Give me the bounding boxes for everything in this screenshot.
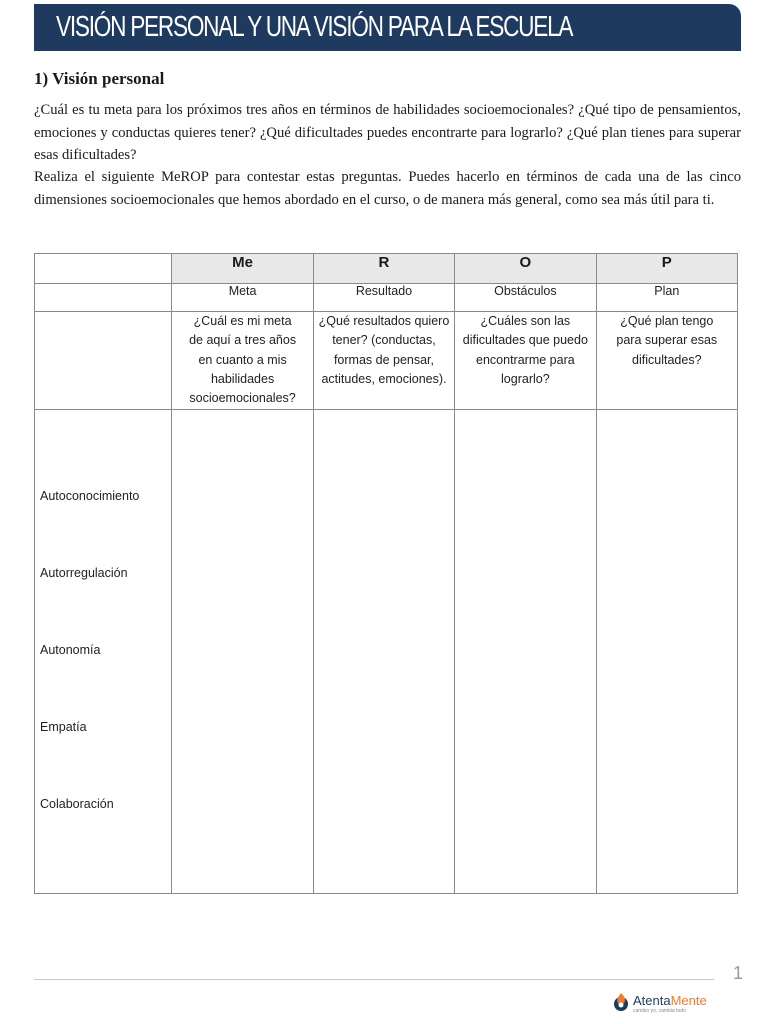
question-obstaculos-cell — [455, 312, 596, 410]
section-title: 1) Visión personal — [34, 69, 165, 88]
question-meta-cell — [172, 312, 313, 410]
question-blank-cell — [35, 312, 172, 410]
column-name-resultado: Resultado — [313, 284, 454, 312]
dimension-autonomia: Autonomía — [40, 643, 101, 657]
column-name-plan: Plan — [596, 284, 737, 312]
instructions-paragraph: ¿Cuál es tu meta para los próximos tres años en términos de habilidades socioemocionales? ¿Qué tipo de pensamientos, emociones y conductas quieres tener? ¿Qué dificultades puedes encontrarte para lograrlo? ¿Qué plan tienes para superar esas dificultades? — [34, 102, 741, 163]
column-name-meta: Meta — [172, 284, 313, 312]
table-header-row — [35, 254, 738, 284]
table-question-row — [35, 312, 738, 410]
column-letter-me: Me — [172, 254, 313, 284]
dimensions-list — [35, 410, 171, 893]
dimension-autoconocimiento: Autoconocimiento — [40, 489, 140, 503]
page-title: VISIÓN PERSONAL Y UNA VISIÓN PARA LA ESCUELA — [56, 11, 573, 43]
column-letter-o: O — [455, 254, 596, 284]
dimension-empatia: Empatía — [40, 720, 87, 734]
logo-wordmark — [633, 993, 707, 1008]
answer-obstaculos-cell[interactable] — [455, 410, 596, 894]
subheader-blank-cell — [35, 284, 172, 312]
question-resultado: ¿Qué resultados quiero tener? (conductas, formas de pensar, actitudes, emociones). — [318, 314, 450, 386]
answer-meta-cell[interactable] — [172, 410, 313, 894]
merop-instructions-paragraph: Realiza el siguiente MeROP para contestar estas preguntas. Puedes hacerlo en términos de cada una de las cinco dimensiones socioemocionales que hemos abordado en el curso, o de manera más general, como sea más útil para ti. — [34, 169, 741, 208]
header-bar — [34, 4, 741, 51]
dimension-colaboracion: Colaboración — [40, 797, 114, 811]
question-meta: ¿Cuál es mi meta de aquí a tres años en cuanto a mis habilidades socioemocionales? — [189, 314, 297, 406]
dimensions-cell — [35, 410, 172, 894]
question-plan-cell — [596, 312, 737, 410]
header-blank-cell — [35, 254, 172, 284]
atentamente-logo — [612, 991, 722, 1015]
table-answer-row — [35, 410, 738, 894]
logo-text-atenta: Atenta — [633, 993, 671, 1008]
column-name-obstaculos: Obstáculos — [455, 284, 596, 312]
answer-plan-cell[interactable] — [596, 410, 737, 894]
merop-table — [34, 253, 738, 894]
question-obstaculos: ¿Cuáles son las dificultades que puedo encontrarme para lograrlo? — [462, 314, 588, 386]
footer-divider — [34, 979, 714, 980]
question-resultado-cell — [313, 312, 454, 410]
table-subheader-row — [35, 284, 738, 312]
logo-text-mente: Mente — [670, 993, 707, 1008]
question-plan: ¿Qué plan tengo para superar esas dificultades? — [616, 314, 718, 367]
column-letter-p: P — [596, 254, 737, 284]
dimension-autorregulacion: Autorregulación — [40, 566, 128, 580]
logo-tagline: cambio yo, cambia todo — [633, 1008, 686, 1014]
page-number: 1 — [733, 963, 744, 983]
flame-logo-icon — [612, 992, 630, 1012]
column-letter-r: R — [313, 254, 454, 284]
answer-resultado-cell[interactable] — [313, 410, 454, 894]
